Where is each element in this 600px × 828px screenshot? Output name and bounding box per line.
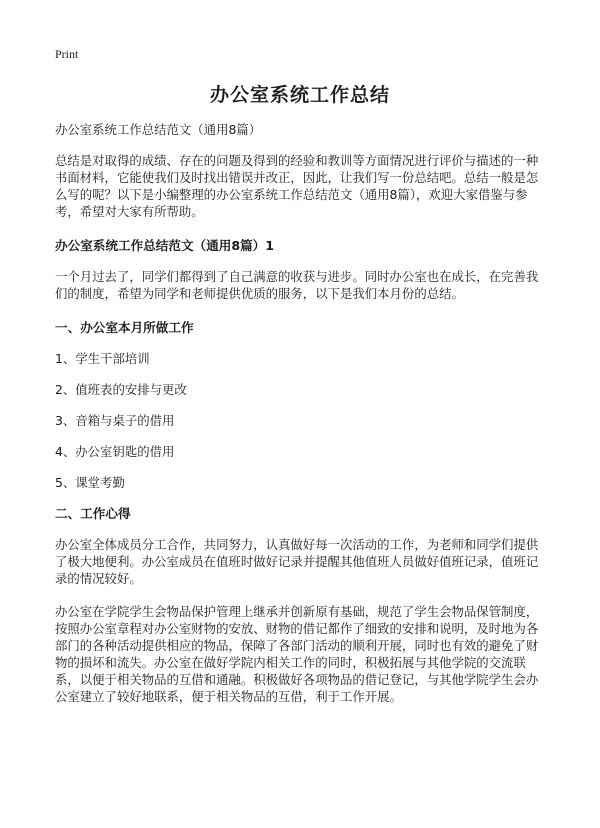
list-item: 1、学生干部培训 bbox=[55, 351, 150, 366]
print-label: Print bbox=[55, 47, 79, 61]
experience-paragraph-1: 办公室全体成员分工合作，共同努力，认真做好每一次活动的工作，为老师和同学们提供了极大地便利。办公室成员在值班时做好记录并提醒其他值班人员做好值班记录，值班记录的情况较好。 bbox=[55, 537, 539, 586]
opening-paragraph: 一个月过去了，同学们都得到了自己满意的收获与进步。同时办公室也在成长，在完善我们的制度，希望为同学和老师提供优质的服务，以下是我们本月份的总结。 bbox=[55, 269, 539, 301]
section-heading-experience: 二、工作心得 bbox=[55, 506, 131, 521]
work-items-list bbox=[55, 350, 550, 491]
list-item: 5、课堂考勤 bbox=[55, 475, 125, 490]
document-title: 办公室系统工作总结 bbox=[209, 84, 390, 106]
intro-paragraph: 总结是对取得的成绩、存在的问题及得到的经验和教训等方面情况进行评价与描述的一种书面材料，它能使我们及时找出错误并改正，因此，让我们写一份总结吧。总结一般是怎么写的呢？以下是小编整理的办公室系统工作总结范文（通用8篇），欢迎大家借鉴与参考，希望对大家有所帮助。 bbox=[55, 153, 539, 219]
section-heading-work: 一、办公室本月所做工作 bbox=[55, 320, 194, 335]
document-subtitle: 办公室系统工作总结范文（通用8篇） bbox=[55, 122, 262, 137]
list-item: 2、值班表的安排与更改 bbox=[55, 382, 187, 397]
list-item: 4、办公室钥匙的借用 bbox=[55, 444, 175, 459]
document-body bbox=[55, 121, 550, 705]
experience-paragraph-2: 办公室在学院学生会物品保护管理上继承并创新原有基础，规范了学生会物品保管制度，按照办公室章程对办公室财物的安放、财物的借记都作了细致的安排和说明，及时地为各部门的各种活动提供相应的物品，保障了各部门活动的顺利开展，同时也有效的避免了财物的损坏和流失。办公室在做好学院内相关工作的同时，积极拓展与其他学院的交流联系，以便于相关物品的互借和通融。积极做好各项物品的借记登记，与其他学院学生会办公室建立了较好地联系，便于相关物品的互借，利于工作开展。 bbox=[55, 604, 539, 704]
article-heading: 办公室系统工作总结范文（通用8篇）1 bbox=[55, 238, 275, 253]
list-item: 3、音箱与桌子的借用 bbox=[55, 413, 175, 428]
